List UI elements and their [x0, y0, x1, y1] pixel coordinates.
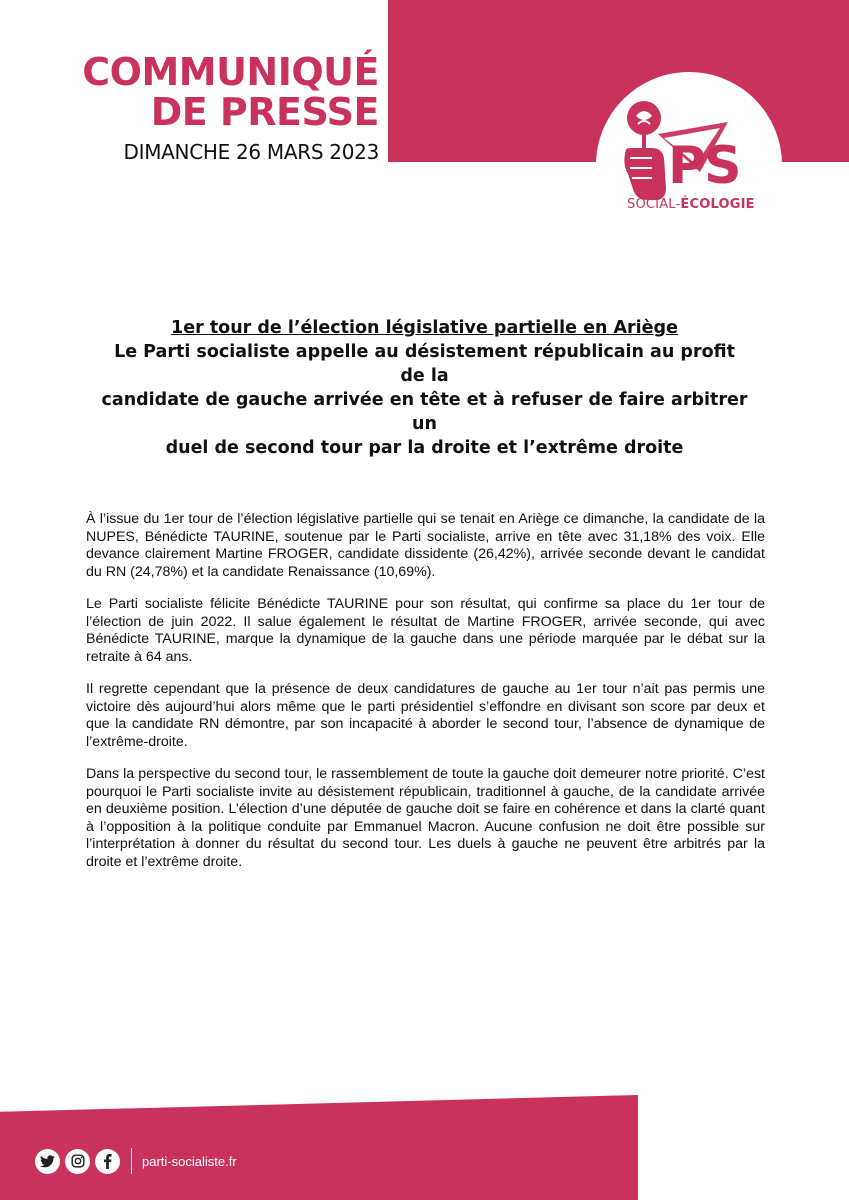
website-link[interactable]: parti-socialiste.fr	[142, 1153, 237, 1169]
footer-divider	[131, 1148, 132, 1174]
title-line-4: duel de second tour par la droite et l’extrême droite	[165, 438, 684, 458]
paragraph: À l’issue du 1er tour de l’élection législative partielle qui se tenait en Ariège ce dimanche, la candidate de la NUPES, Bénédicte TAURINE, soutenue par le Parti socialiste, arrive en tête avec 31,18% des voix. Elle devance clairement Martine FROGER, candidate dissidente (26,42%), arrivée seconde devant le candidat du RN (24,78%) et la candidate Renaissance (10,69%).	[86, 511, 765, 580]
footer-social	[35, 1148, 237, 1174]
paragraph: Dans la perspective du second tour, le rassemblement de toute la gauche doit demeurer notre priorité. C’est pourquoi le Parti socialiste invite au désistement républicain, traditionnel à gauche, de la candidate arrivée en deuxième position. L’élection d’une députée de gauche doit se faire en cohérence et dans la clarté quant à l’opposition à la politique conduite par Emmanuel Macron. Aucune confusion ne doit être possible sur l’interprétation à donner du résultat du second tour. Les duels à gauche ne peuvent être arbitrés par la droite et l’extrême droite.	[86, 766, 765, 870]
heading-line-1: COMMUNIQUÉ	[82, 50, 379, 94]
logo-tagline	[627, 197, 755, 212]
paragraph: Il regrette cependant que la présence de deux candidatures de gauche au 1er tour n’ait pas permis une victoire dès aujourd’hui alors même que le parti présidentiel s’effondre en divisant son score par deux et que la candidate RN démontre, par son incapacité à aborder le second tour, l’absence de dynamique de l’extrême-droite.	[86, 681, 765, 750]
heading-line-2: DE PRESSE	[150, 90, 379, 134]
release-body	[86, 511, 765, 886]
press-date: DIMANCHE 26 MARS 2023	[123, 140, 379, 164]
tagline-prefix: SOCIAL-	[627, 197, 681, 212]
paragraph: Le Parti socialiste félicite Bénédicte TAURINE pour son résultat, qui confirme sa place du 1er tour de l’élection de juin 2022. Il salue également le résultat de Martine FROGER, arrivée seconde, qui avec Bénédicte TAURINE, marque la dynamique de la gauche dans une période marquée par le débat sur la retraite à 64 ans.	[86, 596, 765, 665]
ps-logo-text: PS	[668, 136, 740, 196]
title-line-2: Le Parti socialiste appelle au désistement républicain au profit de la	[114, 342, 735, 386]
title-line-3: candidate de gauche arrivée en tête et à refuser de faire arbitrer un	[101, 390, 748, 434]
page-heading	[82, 52, 379, 132]
twitter-icon[interactable]	[35, 1149, 60, 1174]
tagline-bold: ÉCOLOGIE	[680, 197, 755, 212]
title-line-1: 1er tour de l’élection législative partielle en Ariège	[171, 318, 678, 338]
release-title	[100, 316, 749, 460]
facebook-icon[interactable]	[95, 1149, 120, 1174]
instagram-icon[interactable]	[65, 1149, 90, 1174]
